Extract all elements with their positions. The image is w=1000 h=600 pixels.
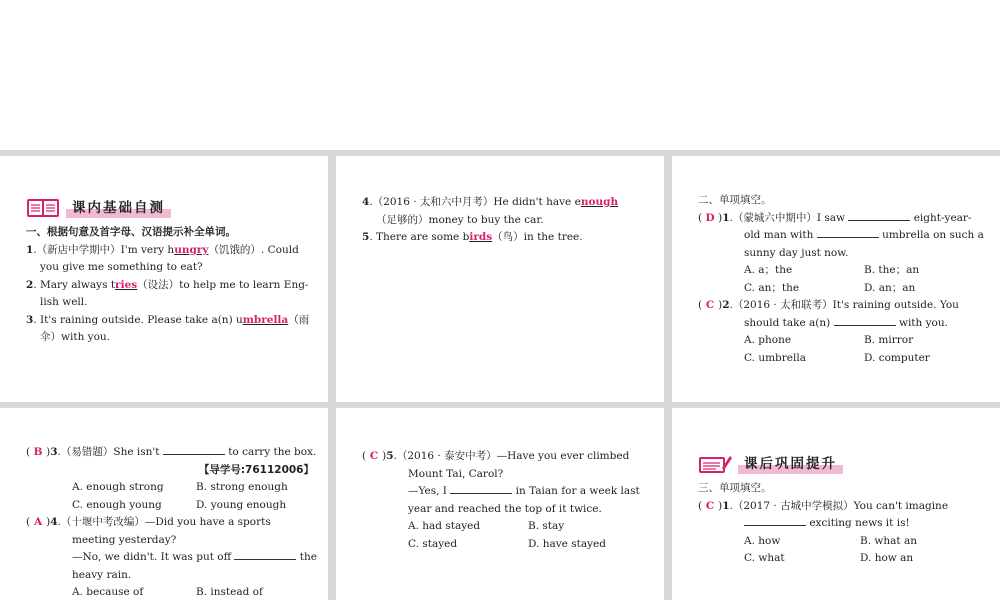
question-1: ( D )1.（蒙城六中期中）I saw eight-year- xyxy=(698,210,986,228)
panel-multiple-choice-2 xyxy=(0,408,328,600)
heading-title: 课后巩固提升 xyxy=(738,454,843,474)
question-1-line2: exciting news it is! xyxy=(698,515,986,533)
option-a: A. a；the xyxy=(744,264,793,276)
options xyxy=(698,280,986,298)
options xyxy=(698,262,986,280)
question-3-continued: 伞）with you. xyxy=(40,331,111,343)
question-2-line2: should take a(n) with you. xyxy=(744,316,948,329)
section-title: 一、根据句意及首字母、汉语提示补全单词。 xyxy=(26,226,236,238)
blank-line xyxy=(848,210,910,221)
question-4: ( A )4.（十堰中考改编）—Did you have a sports xyxy=(26,514,314,532)
notebook-pencil-icon xyxy=(698,454,732,474)
option-c: C. what xyxy=(744,552,785,564)
question-2-continued: lish well. xyxy=(40,296,88,308)
answer-text: nough xyxy=(580,196,619,208)
options xyxy=(362,536,650,554)
option-a: A. how xyxy=(744,534,781,547)
question-5-line2: Mount Tai, Carol? xyxy=(408,467,504,480)
panel-multiple-choice-3 xyxy=(336,408,664,600)
options xyxy=(26,479,314,497)
blank-line xyxy=(450,483,512,494)
option-c: C. umbrella xyxy=(744,351,806,364)
option-a: A. enough strong xyxy=(72,481,164,493)
blank-line xyxy=(744,515,806,526)
question-2: ( C )2.（2016 · 太和联考）It's raining outside. You xyxy=(698,297,986,315)
option-b: B. instead of xyxy=(196,586,263,598)
heading-title: 课内基础自测 xyxy=(66,198,171,218)
panel-after-class xyxy=(672,408,1000,600)
option-b: B. what an xyxy=(860,534,917,547)
option-d: D. young enough xyxy=(196,498,287,511)
question-4: 4.（2016 · 太和六中月考）He didn't have enough xyxy=(362,196,619,208)
options xyxy=(26,584,314,600)
options xyxy=(698,533,986,551)
section-heading xyxy=(26,196,314,224)
answer-choice: B xyxy=(33,446,43,458)
option-c: C. enough young xyxy=(72,498,162,511)
section-title: 二、单项填空。 xyxy=(698,194,772,206)
question-5: ( C )5.（2016 · 泰安中考）—Have you ever climbed xyxy=(362,448,650,466)
panel-fill-words-continued xyxy=(336,156,664,402)
option-b: B. the；an xyxy=(864,264,920,276)
answer-text: irds xyxy=(469,231,493,243)
options xyxy=(698,350,986,368)
question-2: 2. Mary always tries（设法）to help me to learn Eng- xyxy=(26,278,309,291)
question-4-line3: —No, we didn't. It was put off the xyxy=(72,551,317,563)
question-5-line4: year and reached the top of it twice. xyxy=(408,502,602,515)
option-b: B. strong enough xyxy=(196,481,288,493)
option-d: D. have stayed xyxy=(528,537,606,550)
question-5: 5. There are some birds（鸟）in the tree. xyxy=(362,231,583,243)
question-3: 3. It's raining outside. Please take a(n) umbrella（雨 xyxy=(26,313,310,326)
answer-choice: C xyxy=(705,499,715,512)
options xyxy=(362,518,650,536)
reference-number: 【导学号:76112006】 xyxy=(198,463,314,476)
option-d: D. computer xyxy=(864,351,930,364)
panel-multiple-choice xyxy=(672,156,1000,402)
answer-choice: C xyxy=(369,450,379,462)
question-1-line3: sunny day just now. xyxy=(744,246,849,259)
question-1: ( C )1.（2017 · 古城中学模拟）You can't imagine xyxy=(698,498,986,516)
open-book-icon xyxy=(26,198,60,218)
answer-choice: C xyxy=(705,299,715,311)
option-c: C. an；the xyxy=(744,281,800,294)
question-1-line2: old man with umbrella on such a xyxy=(744,229,984,241)
answer-choice: A xyxy=(34,516,43,528)
blank-line xyxy=(834,315,896,326)
answer-text: ungry xyxy=(174,243,209,256)
question-5-line3: —Yes, I in Taian for a week last xyxy=(408,485,640,497)
blank-line xyxy=(817,227,879,238)
option-d: D. how an xyxy=(860,552,914,564)
option-a: A. had stayed xyxy=(408,520,481,532)
question-4-line4: heavy rain. xyxy=(72,568,132,581)
blank-line xyxy=(163,444,225,455)
options xyxy=(698,550,986,568)
options xyxy=(26,497,314,515)
panel-in-class-test xyxy=(0,156,328,402)
option-a: A. phone xyxy=(744,334,792,346)
question-4-line2: meeting yesterday? xyxy=(72,533,177,546)
options xyxy=(698,332,986,350)
option-d: D. an；an xyxy=(864,281,916,294)
option-a: A. because of xyxy=(72,586,144,598)
blank-line xyxy=(234,549,296,560)
question-1: 1.（新店中学期中）I'm very hungry（饥饿的）. Could xyxy=(26,243,299,256)
answer-text: ries xyxy=(115,278,138,291)
question-1-continued: you give me something to eat? xyxy=(40,261,203,273)
section-heading xyxy=(698,452,986,480)
option-b: B. stay xyxy=(528,520,565,532)
answer-text: mbrella xyxy=(242,313,289,326)
question-3: ( B )3.（易错题）She isn't to carry the box. xyxy=(26,444,314,462)
section-title: 三、单项填空。 xyxy=(698,482,772,494)
question-4-continued: （足够的）money to buy the car. xyxy=(376,213,544,226)
option-c: C. stayed xyxy=(408,537,458,550)
option-b: B. mirror xyxy=(864,334,914,346)
answer-choice: D xyxy=(705,211,715,224)
